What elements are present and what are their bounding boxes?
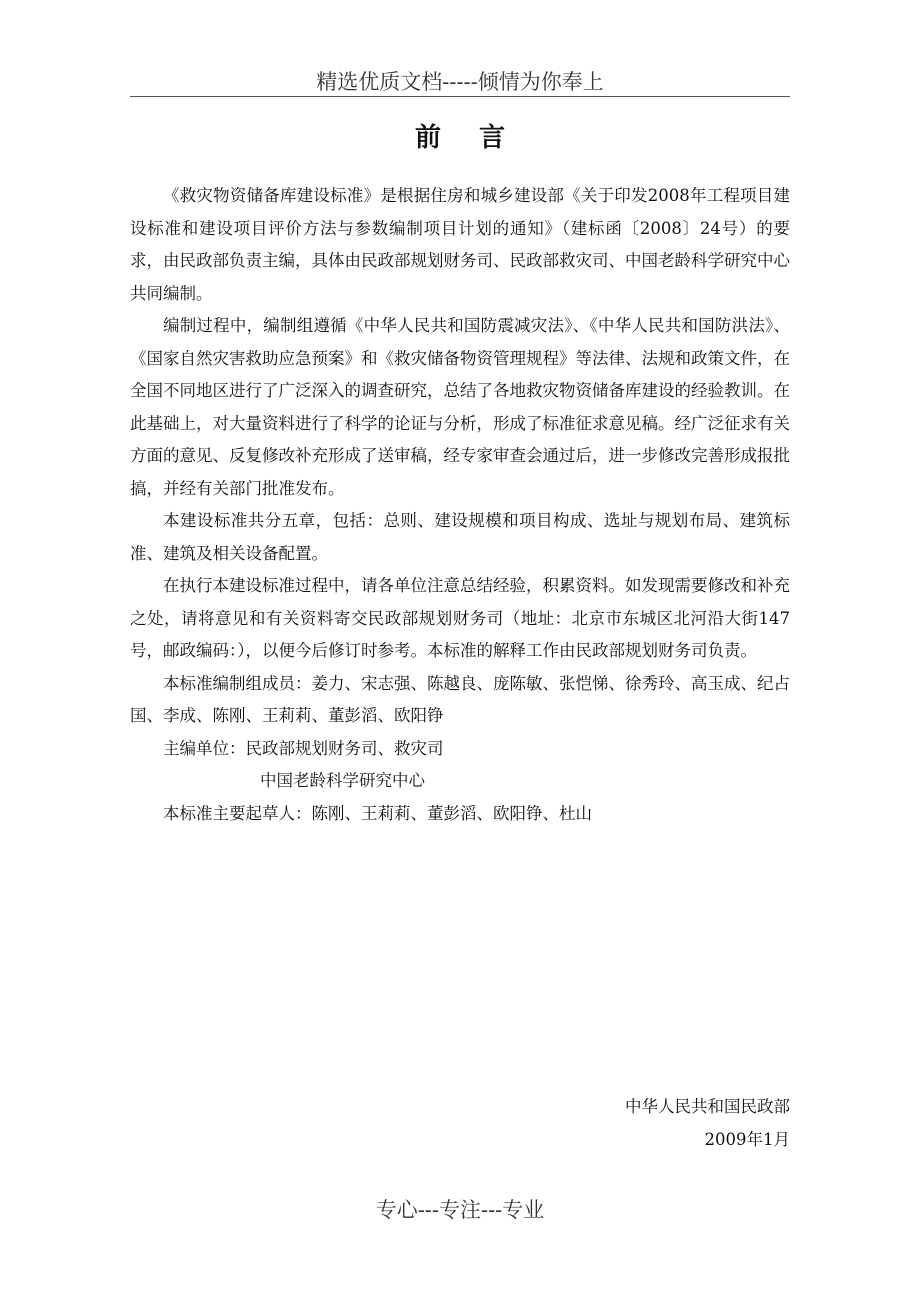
paragraph-basis: 《救灾物资储备库建设标准》是根据住房和城乡建设部《关于印发2008年工程项目建设标准和建设项目评价方法与参数编制项目计划的通知》（建标函〔2008〕24号）的要求，由民政部负责主编，具体由民政部规划财务司、民政部救灾司、中国老龄科学研究中心共同编制。 bbox=[130, 186, 790, 303]
closing-date: 2009年1月 bbox=[704, 1129, 790, 1149]
paragraph-chapters: 本建设标准共分五章，包括：总则、建设规模和项目构成、选址与规划布局、建筑标准、建筑及相关设备配置。 bbox=[130, 511, 790, 563]
page-title: 前言 bbox=[414, 123, 543, 153]
closing-block bbox=[130, 1091, 790, 1156]
paragraph-members: 本标准编制组成员：姜力、宋志强、陈越良、庞陈敏、张恺悌、徐秀玲、高玉成、纪占国、李成、陈刚、王莉莉、董彭滔、欧阳铮 bbox=[130, 673, 790, 725]
page-footer: 专心---专注---专业 bbox=[375, 1198, 545, 1222]
paragraph-process: 编制过程中，编制组遵循《中华人民共和国防震减灾法》、《中华人民共和国防洪法》、《国家自然灾害救助应急预案》和《救灾储备物资管理规程》等法律、法规和政策文件，在全国不同地区进行了广泛深入的调查研究，总结了各地救灾物资储备库建设的经验教训。在此基础上，对大量资料进行了科学的论证与分析，形成了标准征求意见稿。经广泛征求有关方面的意见、反复修改补充形成了送审稿，经专家审查会通过后，进一步修改完善形成报批搞，并经有关部门批准发布。 bbox=[130, 316, 790, 498]
paragraph-feedback: 在执行本建设标准过程中，请各单位注意总结经验，积累资料。如发现需要修改和补充之处，请将意见和有关资料寄交民政部规划财务司（地址：北京市东城区北河沿大街147号，邮政编码：），以便今后修订时参考。本标准的解释工作由民政部规划财务司负责。 bbox=[130, 576, 790, 660]
paragraph-drafters: 本标准主要起草人：陈刚、王莉莉、董彭滔、欧阳铮、杜山 bbox=[163, 803, 592, 823]
closing-org: 中华人民共和国民政部 bbox=[625, 1097, 790, 1116]
paragraph-chief-units: 主编单位：民政部规划财务司、救灾司 bbox=[163, 738, 444, 758]
header-divider bbox=[130, 96, 790, 97]
document-body bbox=[130, 180, 790, 830]
paragraph-chief-units-line2: 中国老龄科学研究中心 bbox=[260, 771, 425, 790]
page-header: 精选优质文档-----倾情为你奉上 bbox=[316, 70, 604, 94]
